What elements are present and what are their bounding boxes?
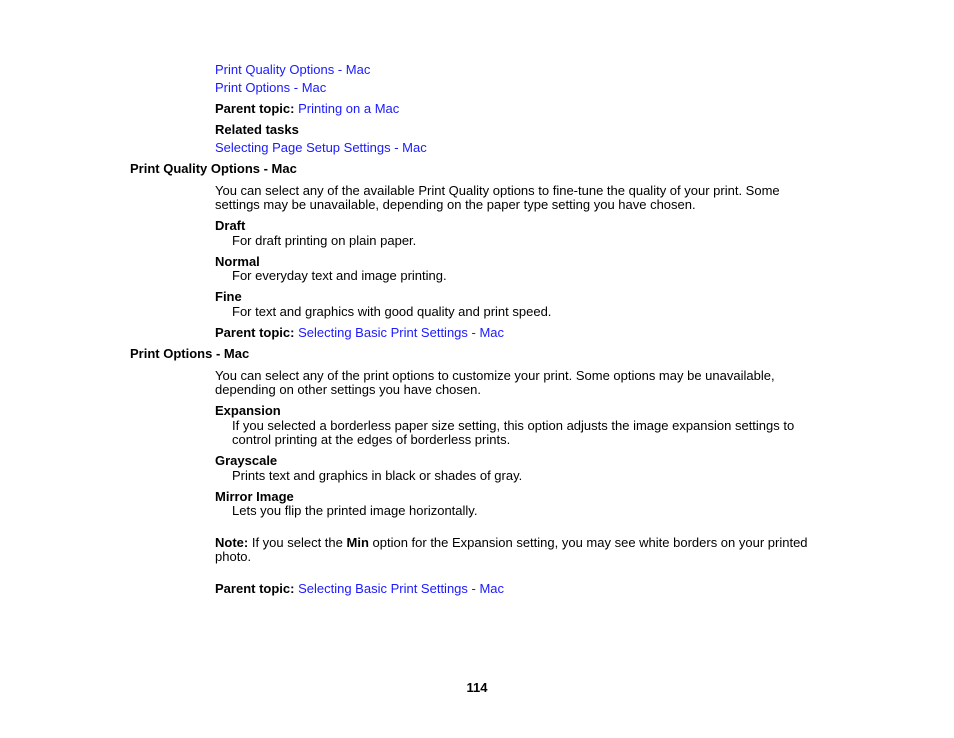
related-tasks-heading: Related tasks (215, 122, 299, 137)
link-printing-on-a-mac[interactable]: Printing on a Mac (298, 101, 400, 116)
section1-parent-topic (215, 326, 504, 340)
link-selecting-basic-print-settings[interactable]: Selecting Basic Print Settings - Mac (298, 325, 505, 340)
desc-normal: For everyday text and image printing. (232, 268, 447, 283)
term-normal: Normal (215, 254, 260, 269)
note-bold-min: Min (346, 535, 369, 550)
section1-intro-line1: You can select any of the available Print Quality options to fine-tune the quality of your print. Some (215, 183, 780, 198)
parent-topic-label: Parent topic: (215, 101, 295, 116)
desc-fine: For text and graphics with good quality and print speed. (232, 304, 552, 319)
desc-expansion-line2: control printing at the edges of borderless prints. (232, 432, 511, 447)
link-print-options[interactable]: Print Options - Mac (215, 80, 327, 95)
term-expansion: Expansion (215, 403, 281, 418)
note-line2: photo. (215, 549, 252, 564)
section1-intro-line2: settings may be unavailable, depending on the paper type setting you have chosen. (215, 197, 696, 212)
link-selecting-basic-print-settings[interactable]: Selecting Basic Print Settings - Mac (298, 581, 505, 596)
desc-mirror-image: Lets you flip the printed image horizontally. (232, 503, 478, 518)
parent-topic-label: Parent topic: (215, 325, 295, 340)
section-heading-print-quality: Print Quality Options - Mac (130, 161, 297, 176)
parent-topic-label: Parent topic: (215, 581, 295, 596)
note-text-part1: If you select the (248, 535, 347, 550)
page-number: 114 (466, 680, 488, 695)
note-line1 (215, 536, 808, 550)
section2-intro-line2: depending on other settings you have chosen. (215, 382, 481, 397)
desc-expansion-line1: If you selected a borderless paper size setting, this option adjusts the image expansion settings to (232, 418, 795, 433)
term-grayscale: Grayscale (215, 453, 278, 468)
desc-draft: For draft printing on plain paper. (232, 233, 417, 248)
link-selecting-page-setup-settings[interactable]: Selecting Page Setup Settings - Mac (215, 140, 427, 155)
term-mirror-image: Mirror Image (215, 489, 294, 504)
note-label: Note: (215, 535, 249, 550)
note-text-part2: option for the Expansion setting, you may see white borders on your printed (368, 535, 808, 550)
section-heading-print-options: Print Options - Mac (130, 346, 250, 361)
section2-intro-line1: You can select any of the print options to customize your print. Some options may be unavailable, (215, 368, 775, 383)
term-draft: Draft (215, 218, 246, 233)
parent-topic-line (215, 102, 399, 116)
section2-parent-topic (215, 582, 504, 596)
link-print-quality-options[interactable]: Print Quality Options - Mac (215, 62, 371, 77)
term-fine: Fine (215, 289, 242, 304)
desc-grayscale: Prints text and graphics in black or shades of gray. (232, 468, 523, 483)
